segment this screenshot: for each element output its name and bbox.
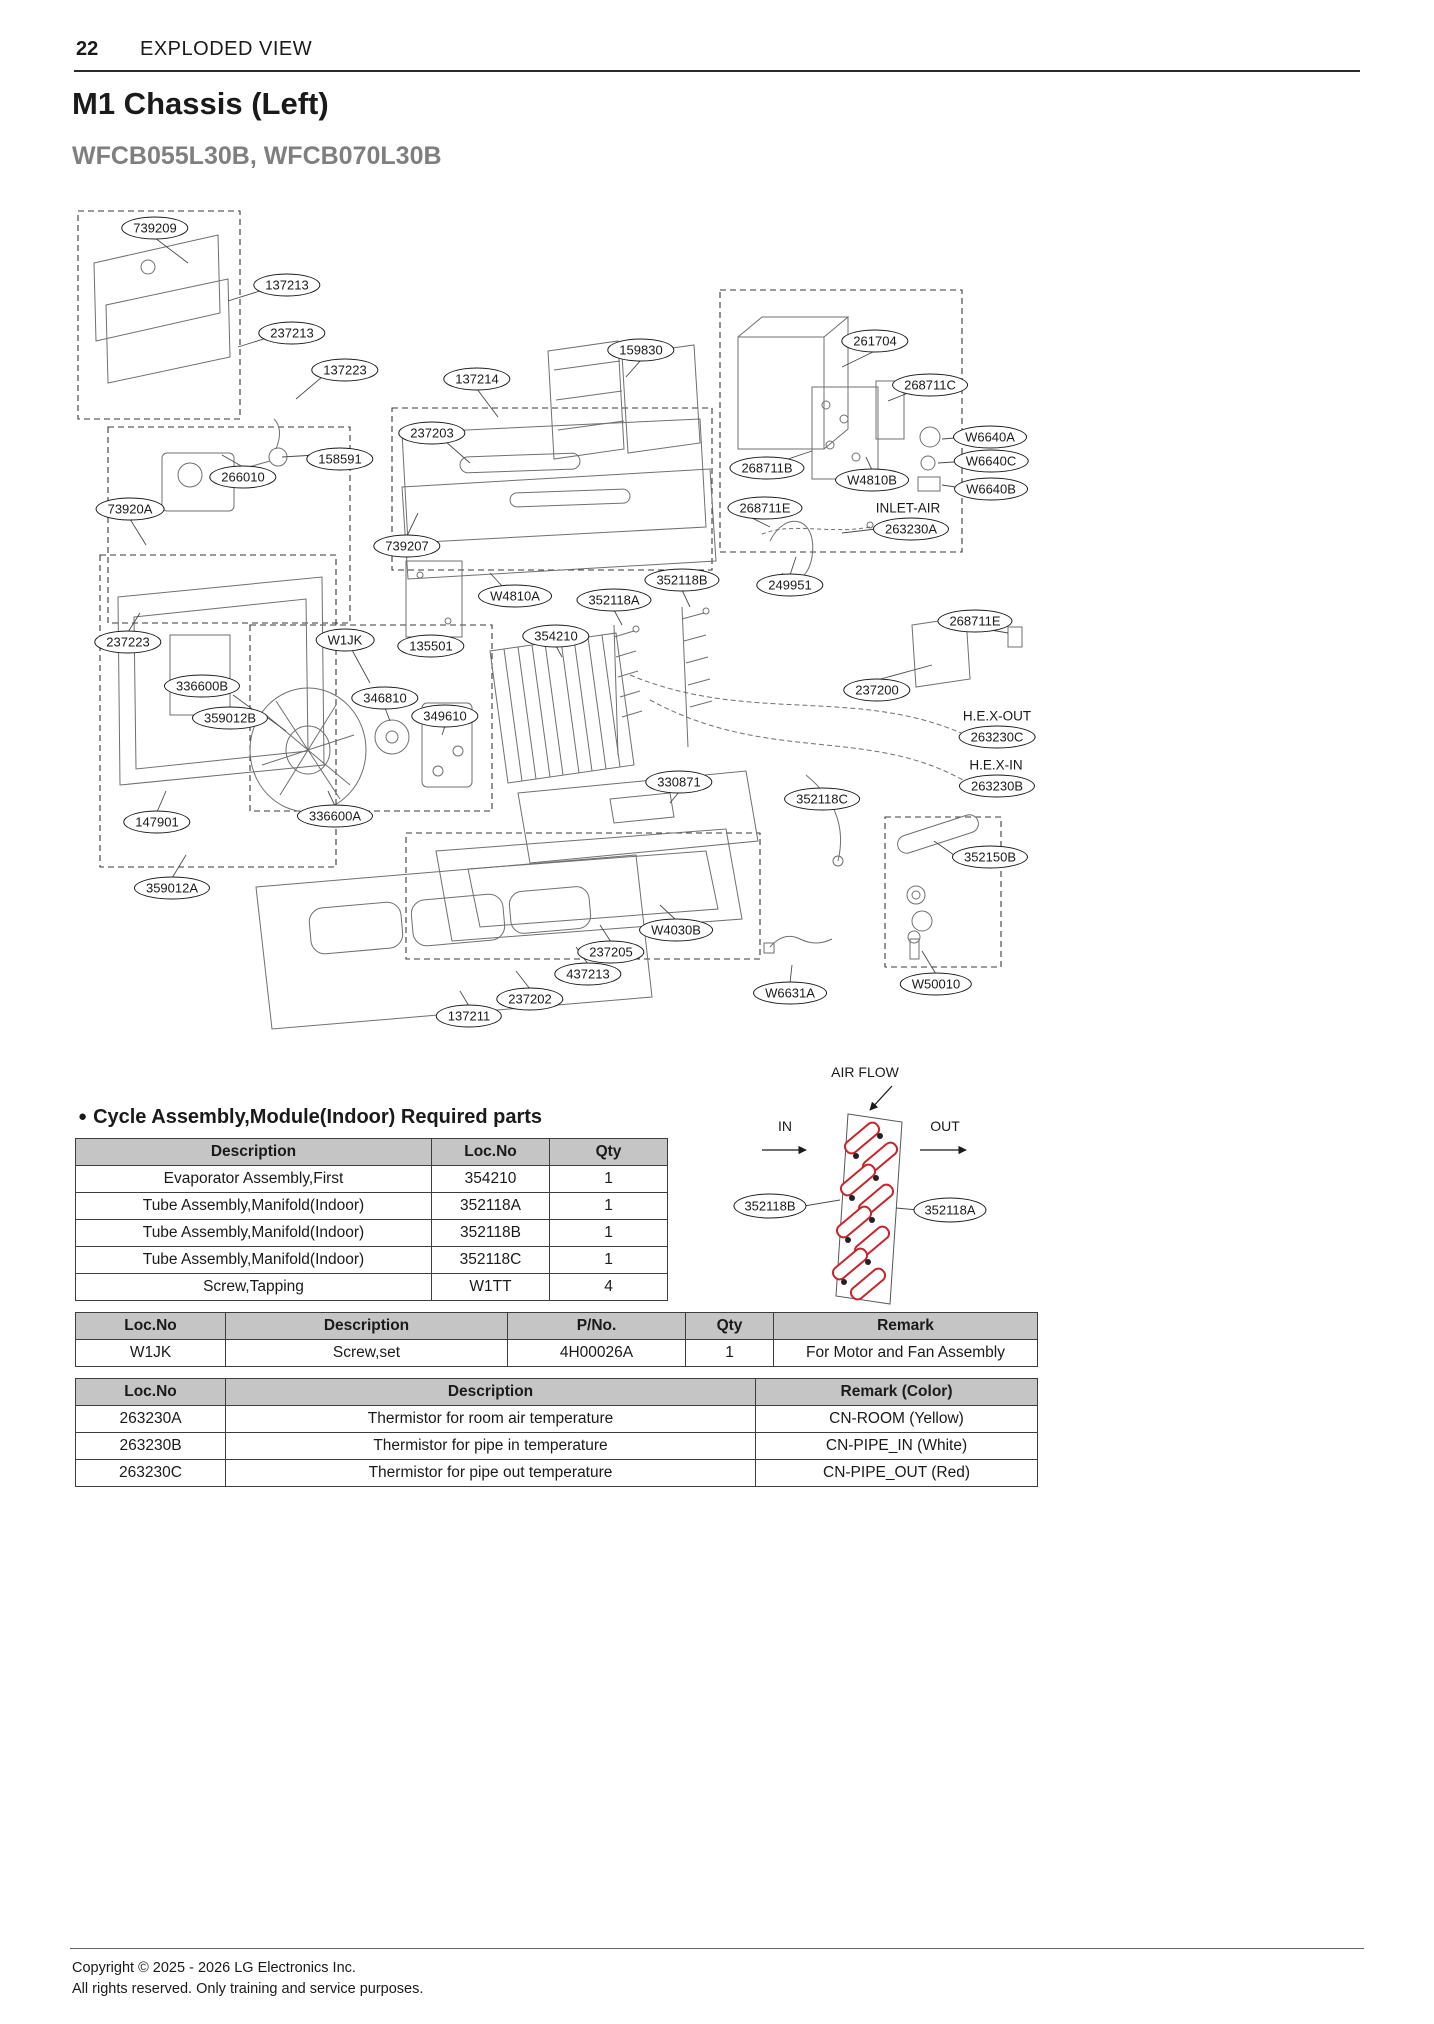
part-number-callout: 336600A [297, 805, 373, 828]
column-header: Description [76, 1139, 432, 1166]
table-cell: 1 [550, 1247, 668, 1274]
part-number-callout: 237202 [496, 988, 563, 1011]
table-cell: 352118C [432, 1247, 550, 1274]
part-number-callout: 237205 [577, 941, 644, 964]
column-header: Loc.No [76, 1379, 226, 1406]
table-cell: Evaporator Assembly,First [76, 1166, 432, 1193]
part-number-callout: 346810 [351, 687, 418, 710]
part-number-callout: W1JK [316, 629, 375, 652]
table-cell: W1JK [76, 1340, 226, 1367]
part-number-callout: 263230C [959, 726, 1036, 749]
table-cell: 263230A [76, 1406, 226, 1433]
table-cell: 263230C [76, 1460, 226, 1487]
diagram-text-label: H.E.X-IN [969, 757, 1023, 773]
table-row [76, 1166, 668, 1193]
part-number-callout: 437213 [554, 963, 621, 986]
diagram-text-label: H.E.X-OUT [962, 708, 1032, 724]
part-number-callout: 352118B [733, 1194, 806, 1219]
part-number-callout: W4030B [639, 919, 713, 942]
table-cell: Tube Assembly,Manifold(Indoor) [76, 1220, 432, 1247]
airflow-title: AIR FLOW [831, 1064, 899, 1080]
table-cell: W1TT [432, 1274, 550, 1301]
table-cell: 1 [550, 1220, 668, 1247]
part-number-callout: 137214 [443, 368, 510, 391]
airflow-out-label: OUT [930, 1118, 960, 1134]
part-number-callout: 237223 [94, 631, 161, 654]
screw-set-table [75, 1312, 1038, 1367]
table-cell: 4 [550, 1274, 668, 1301]
part-number-callout: 159830 [607, 339, 674, 362]
column-header: P/No. [508, 1313, 686, 1340]
part-number-callout: 359012A [134, 877, 210, 900]
column-header: Qty [686, 1313, 774, 1340]
airflow-in-label: IN [778, 1118, 792, 1134]
table-cell: 352118A [432, 1193, 550, 1220]
part-number-callout: 739207 [373, 535, 440, 558]
table-cell: Tube Assembly,Manifold(Indoor) [76, 1193, 432, 1220]
table-header-row [76, 1379, 1038, 1406]
exploded-view-diagram [70, 205, 1370, 1060]
table-cell: Tube Assembly,Manifold(Indoor) [76, 1247, 432, 1274]
column-header: Loc.No [432, 1139, 550, 1166]
part-number-callout: 137223 [311, 359, 378, 382]
table-row [76, 1193, 668, 1220]
part-number-callout: 266010 [209, 466, 276, 489]
part-number-callout: 330871 [645, 771, 712, 794]
part-number-callout: 739209 [121, 217, 188, 240]
table-cell: CN-PIPE_IN (White) [756, 1433, 1038, 1460]
part-number-callout: 268711B [729, 457, 804, 480]
part-number-callout: 147901 [123, 811, 190, 834]
table-row [76, 1460, 1038, 1487]
part-number-callout: 352118B [644, 569, 719, 592]
part-number-callout: W4810A [478, 585, 552, 608]
column-header: Description [226, 1379, 756, 1406]
airflow-diagram [740, 1058, 1050, 1318]
column-header: Description [226, 1313, 508, 1340]
section-title: EXPLODED VIEW [140, 38, 313, 60]
part-number-callout: 249951 [756, 574, 823, 597]
table-row [76, 1247, 668, 1274]
part-number-callout: 73920A [96, 498, 165, 521]
part-number-callout: 352118A [576, 589, 651, 612]
table-cell: CN-ROOM (Yellow) [756, 1406, 1038, 1433]
table-cell: Screw,Tapping [76, 1274, 432, 1301]
part-number-callout: 137211 [436, 1005, 502, 1028]
airflow-line-art [740, 1058, 1050, 1318]
column-header: Loc.No [76, 1313, 226, 1340]
part-number-callout: W6640A [953, 426, 1027, 449]
part-number-callout: W6640B [954, 478, 1028, 501]
table-header-row [76, 1313, 1038, 1340]
part-number-callout: 268711C [892, 374, 968, 397]
bullet-icon: ● [78, 1108, 88, 1125]
table-cell: Screw,set [226, 1340, 508, 1367]
table-cell: Thermistor for pipe in temperature [226, 1433, 756, 1460]
part-number-callout: 268711E [937, 610, 1012, 633]
page-number: 22 [76, 38, 99, 60]
column-header: Remark [774, 1313, 1038, 1340]
copyright-line: Copyright © 2025 - 2026 LG Electronics Inc. [72, 1960, 356, 1976]
part-number-callout: 352118A [913, 1198, 986, 1223]
part-number-callout: 263230B [959, 775, 1035, 798]
part-number-callout: 135501 [397, 635, 464, 658]
table-cell: For Motor and Fan Assembly [774, 1340, 1038, 1367]
table-cell: 263230B [76, 1433, 226, 1460]
part-number-callout: W4810B [835, 469, 909, 492]
part-number-callout: 158591 [306, 448, 373, 471]
part-number-callout: 137213 [253, 274, 320, 297]
part-number-callout: 352118C [784, 788, 860, 811]
part-number-callout: W6631A [753, 982, 827, 1005]
table-cell: CN-PIPE_OUT (Red) [756, 1460, 1038, 1487]
part-number-callout: 237203 [398, 422, 465, 445]
part-number-callout: 336600B [164, 675, 240, 698]
model-numbers: WFCB055L30B, WFCB070L30B [72, 142, 442, 170]
part-number-callout: 349610 [411, 705, 478, 728]
header-divider [74, 70, 1360, 72]
part-number-callout: 261704 [841, 330, 908, 353]
part-number-callout: W50010 [900, 973, 972, 996]
leader-lines [128, 238, 1008, 1006]
part-number-callout: 268711E [727, 497, 802, 520]
column-header: Remark (Color) [756, 1379, 1038, 1406]
footer [72, 1958, 423, 2000]
table-row [76, 1274, 668, 1301]
part-number-callout: 359012B [192, 707, 268, 730]
required-parts-title [78, 1106, 542, 1129]
table-row [76, 1340, 1038, 1367]
footer-divider [70, 1948, 1364, 1949]
table-cell: Thermistor for room air temperature [226, 1406, 756, 1433]
rights-line: All rights reserved. Only training and service purposes. [72, 1981, 424, 1998]
part-number-callout: 263230A [873, 518, 949, 541]
table-cell: 352118B [432, 1220, 550, 1247]
diagram-text-label: INLET-AIR [875, 500, 941, 516]
table-header-row [76, 1139, 668, 1166]
required-parts-table [75, 1138, 668, 1301]
part-number-callout: W6640C [954, 450, 1029, 473]
table-cell: 1 [550, 1166, 668, 1193]
table-cell: 4H00026A [508, 1340, 686, 1367]
required-parts-title-text: Cycle Assembly,Module(Indoor) Required parts [93, 1106, 543, 1128]
red-louvers [831, 1120, 900, 1302]
part-number-callout: 354210 [522, 625, 589, 648]
table-row [76, 1433, 1038, 1460]
part-number-callout: 237200 [843, 679, 910, 702]
table-cell: 1 [686, 1340, 774, 1367]
table-cell: 354210 [432, 1166, 550, 1193]
table-cell: Thermistor for pipe out temperature [226, 1460, 756, 1487]
table-row [76, 1406, 1038, 1433]
table-cell: 1 [550, 1193, 668, 1220]
column-header: Qty [550, 1139, 668, 1166]
table-row [76, 1220, 668, 1247]
part-number-callout: 352150B [952, 846, 1028, 869]
thermistor-table [75, 1378, 1038, 1487]
page-title: M1 Chassis (Left) [72, 86, 329, 121]
part-number-callout: 237213 [258, 322, 325, 345]
